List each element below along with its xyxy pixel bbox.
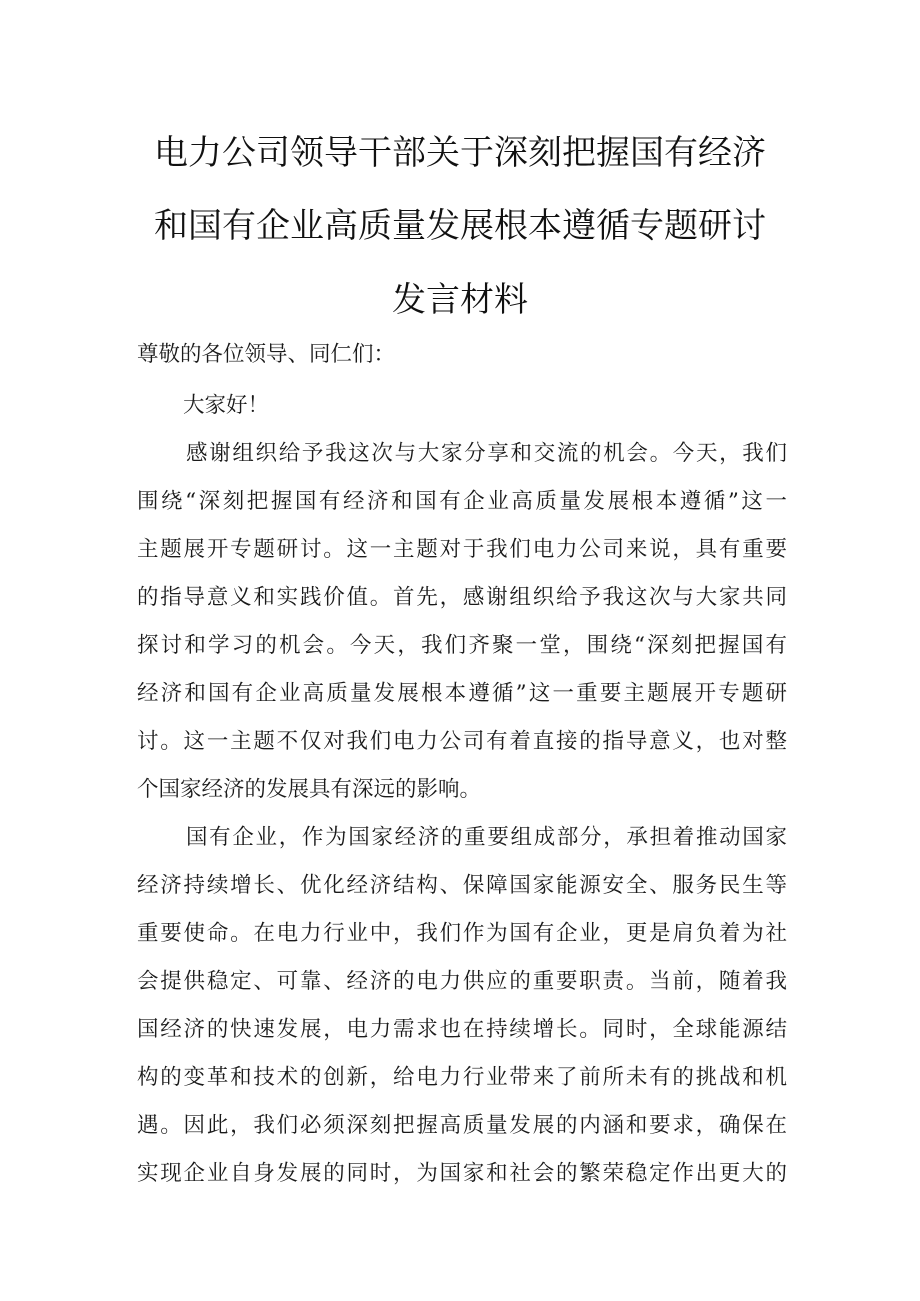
paragraph-1-line: 探讨和学习的机会。今天，我们齐聚一堂，围绕“深刻把握国有 [137, 633, 787, 658]
paragraph-1-line: 讨。这一主题不仅对我们电力公司有着直接的指导意义，也对整 [137, 729, 787, 754]
paragraph-2-line: 重要使命。在电力行业中，我们作为国有企业，更是肩负着为社 [137, 921, 787, 946]
title-line-1: 电力公司领导干部关于深刻把握国有经济 [154, 133, 766, 173]
paragraph-2-line: 遇。因此，我们必须深刻把握高质量发展的内涵和要求，确保在 [137, 1113, 787, 1138]
paragraph-2-line: 构的变革和技术的创新，给电力行业带来了前所未有的挑战和机 [137, 1065, 787, 1090]
paragraph-1-line: 个国家经济的发展具有深远的影响。 [137, 777, 482, 802]
title-line-3: 发言材料 [392, 280, 528, 320]
paragraph-1-line: 围绕“深刻把握国有经济和国有企业高质量发展根本遵循”这一 [137, 489, 787, 514]
paragraph-2-line: 国有企业，作为国家经济的重要组成部分，承担着推动国家 [186, 825, 787, 850]
paragraph-1-line: 感谢组织给予我这次与大家分享和交流的机会。今天，我们 [186, 441, 787, 466]
paragraph-1-line: 主题展开专题研讨。这一主题对于我们电力公司来说，具有重要 [137, 537, 787, 562]
paragraph-2-line: 经济持续增长、优化经济结构、保障国家能源安全、服务民生等 [137, 873, 787, 898]
paragraph-2-line: 实现企业自身发展的同时，为国家和社会的繁荣稳定作出更大的 [137, 1161, 787, 1186]
paragraph-2-line: 国经济的快速发展，电力需求也在持续增长。同时，全球能源结 [137, 1017, 787, 1042]
paragraph-1-line: 经济和国有企业高质量发展根本遵循”这一重要主题展开专题研 [137, 681, 787, 706]
greeting: 尊敬的各位领导、同仁们： [137, 342, 396, 367]
paragraph-2-line: 会提供稳定、可靠、经济的电力供应的重要职责。当前，随着我 [137, 969, 787, 994]
paragraph-1-line: 的指导意义和实践价值。首先，感谢组织给予我这次与大家共同 [137, 585, 787, 610]
title-line-2: 和国有企业高质量发展根本遵循专题研讨 [154, 206, 766, 246]
hello-line: 大家好！ [183, 393, 270, 418]
